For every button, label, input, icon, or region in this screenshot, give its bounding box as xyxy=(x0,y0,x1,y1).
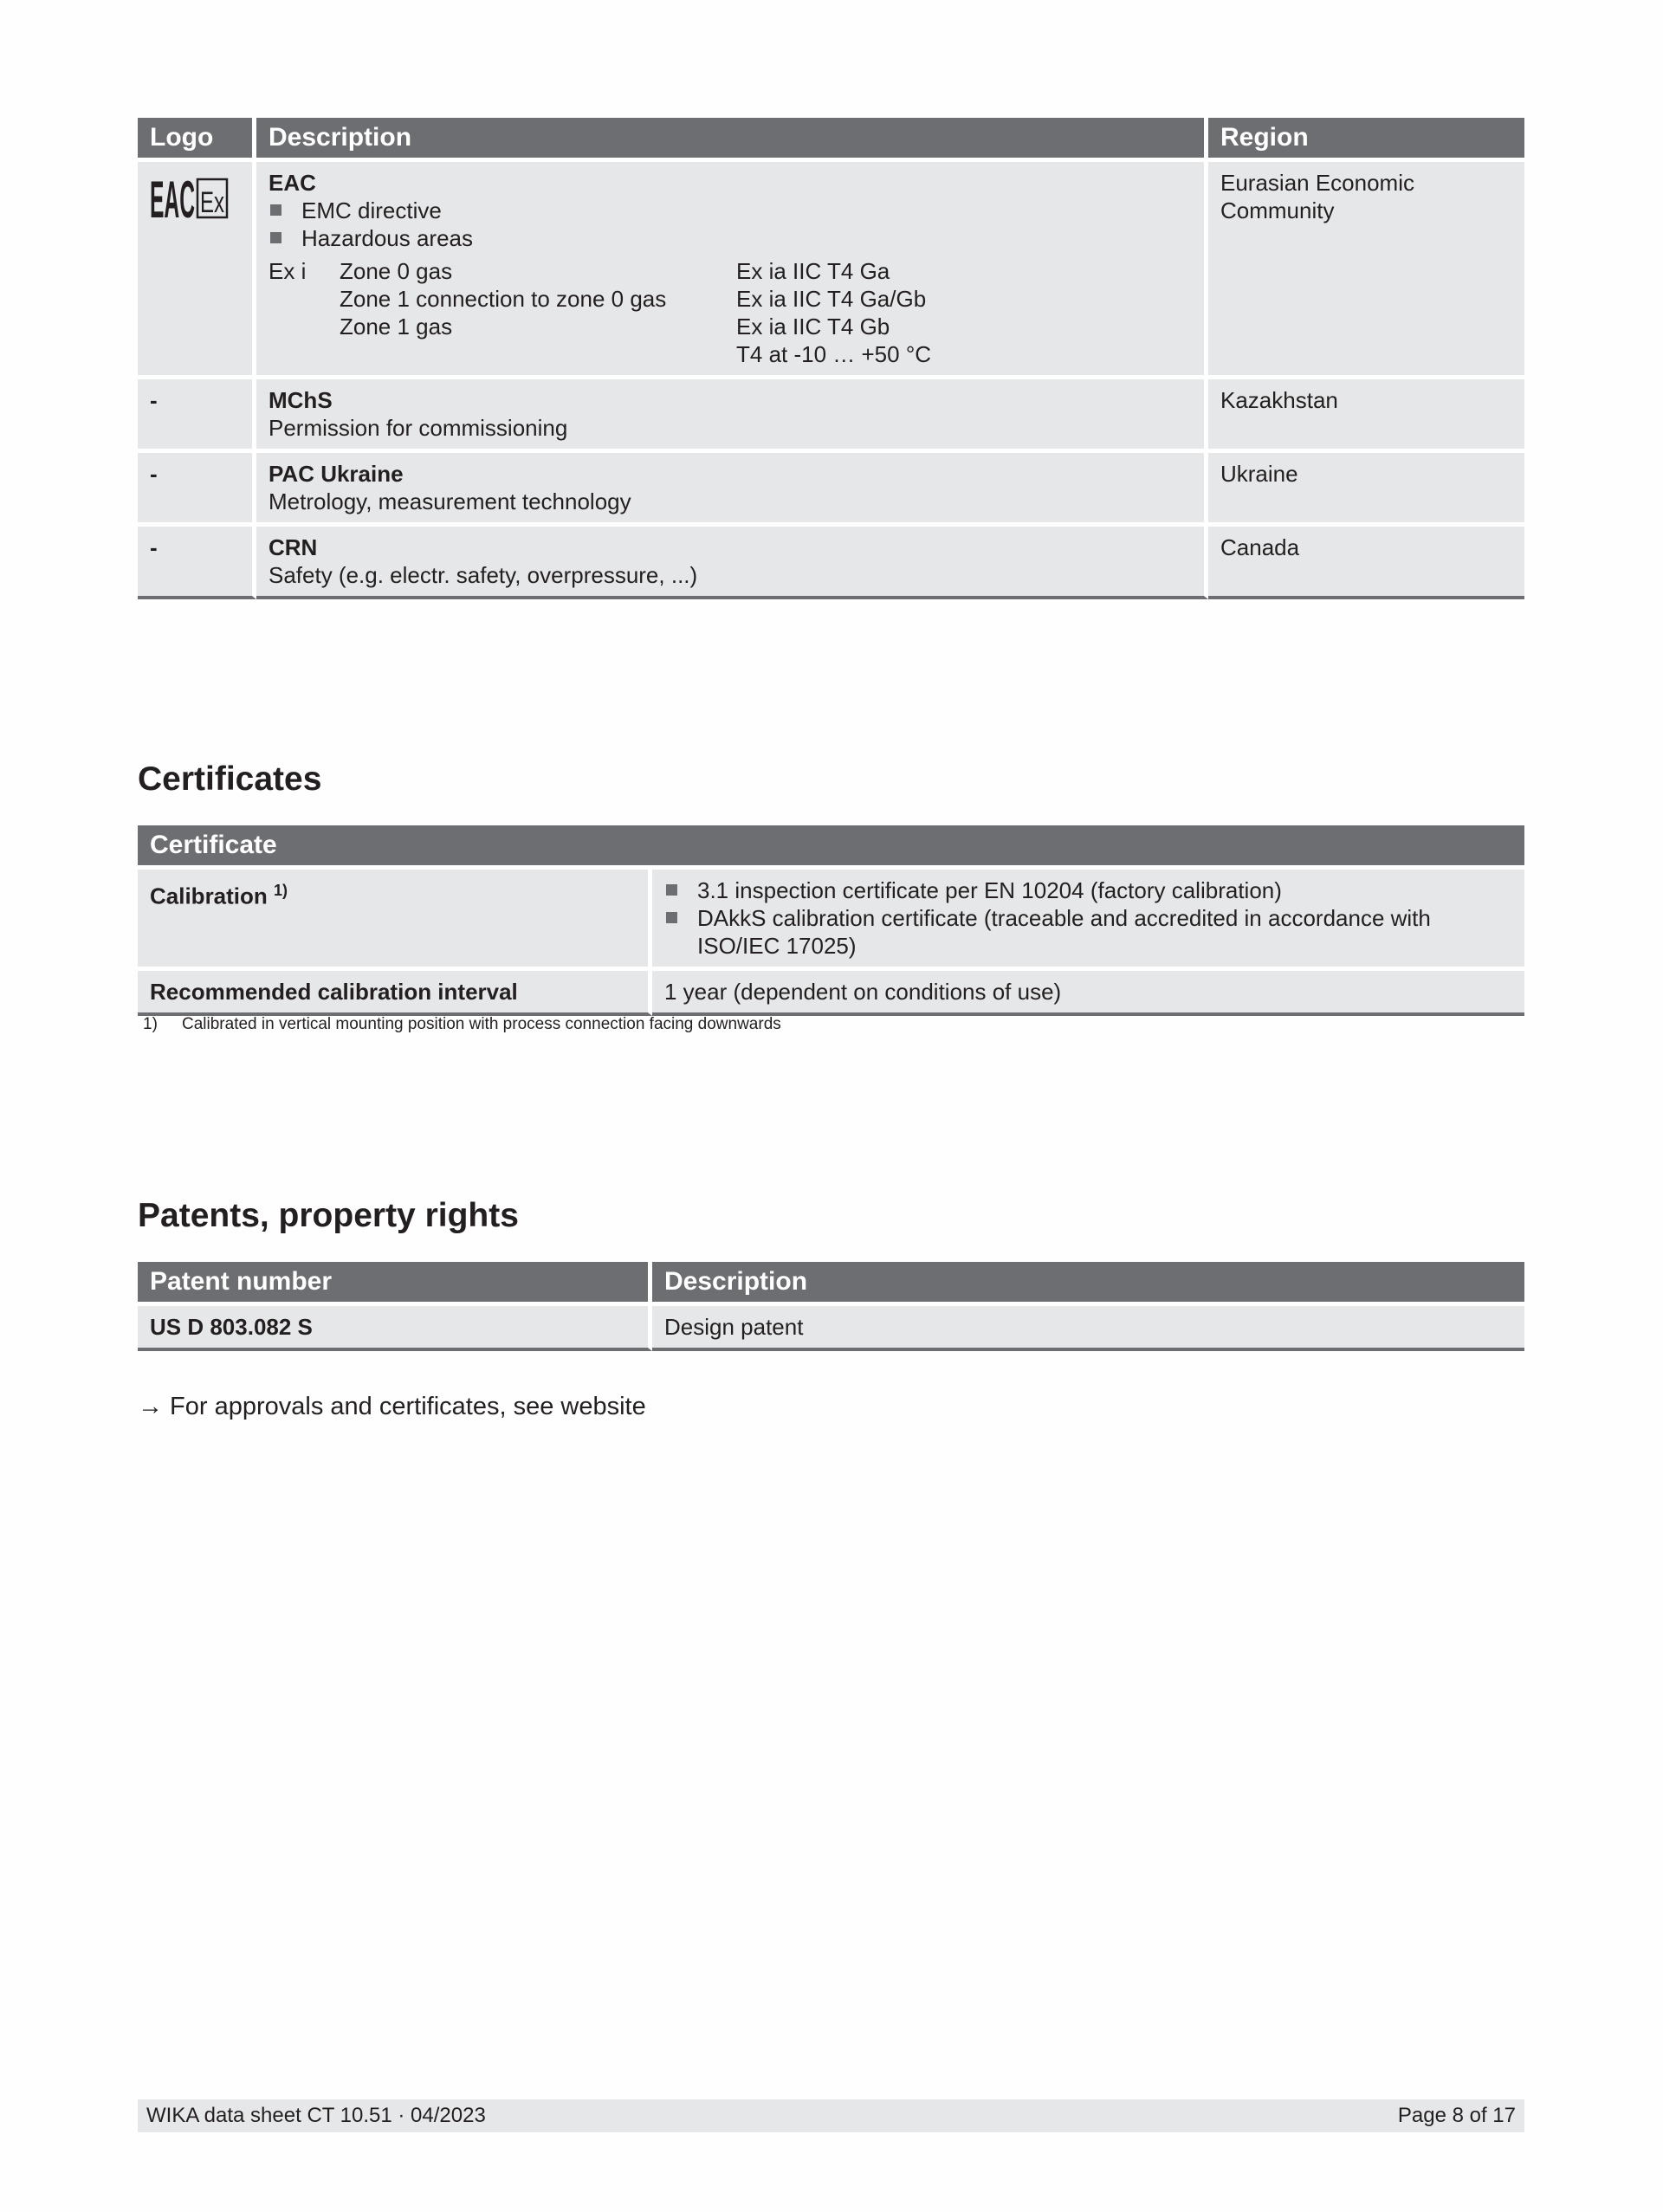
eac-region-cell: Eurasian Economic Community xyxy=(1208,158,1524,375)
region-cell: Kazakhstan xyxy=(1208,375,1524,449)
ex-label: Ex i xyxy=(269,258,307,284)
zone-text: Zone 1 gas xyxy=(340,314,453,340)
logo-cell: - xyxy=(138,375,256,449)
eac-logo-text: EAC xyxy=(150,172,195,224)
zone-text: Zone 1 connection to zone 0 gas xyxy=(340,286,667,312)
list-item xyxy=(269,224,1192,252)
footnote-ref: 1) xyxy=(274,882,288,899)
square-bullet-icon xyxy=(666,884,677,896)
table-row-calibration xyxy=(138,865,1524,967)
table-row-interval xyxy=(138,967,1524,1016)
approvals-header-row xyxy=(138,118,1524,158)
bullet-text: DAkkS calibration certificate (traceable and accredited in accordance with ISO/IEC 17025) xyxy=(697,905,1431,959)
eac-ex-logo-icon xyxy=(150,172,230,224)
marking-text: Ex ia IIC T4 Ga/Gb xyxy=(736,286,927,312)
description-cell xyxy=(256,522,1208,599)
eac-logo-cell xyxy=(138,158,256,375)
square-bullet-icon xyxy=(270,232,281,243)
patent-description-cell: Design patent xyxy=(652,1302,1524,1351)
patent-number-column-header: Patent number xyxy=(138,1262,652,1302)
patents-table xyxy=(138,1262,1524,1351)
footer-doc-info: WIKA data sheet CT 10.51 · 04/2023 xyxy=(146,2104,486,2127)
page-footer xyxy=(138,2099,1524,2132)
interval-label-cell: Recommended calibration interval xyxy=(138,967,652,1016)
calibration-label-cell xyxy=(138,865,652,967)
footer-page-number: Page 8 of 17 xyxy=(1397,2104,1516,2127)
marking-text: T4 at -10 … +50 °C xyxy=(736,341,931,367)
marking-text: Ex ia IIC T4 Ga xyxy=(736,258,890,284)
certificates-table xyxy=(138,825,1524,1016)
eac-description-cell xyxy=(256,158,1208,375)
square-bullet-icon xyxy=(270,204,281,216)
region-column-header: Region xyxy=(1208,118,1524,158)
region-cell: Canada xyxy=(1208,522,1524,599)
description-column-header: Description xyxy=(256,118,1208,158)
row-description: Permission for commissioning xyxy=(269,415,568,441)
list-item xyxy=(269,197,1192,224)
calibration-items-cell xyxy=(652,865,1524,967)
ex-logo-text: Ex xyxy=(200,186,224,219)
list-item xyxy=(664,904,1512,960)
table-row-pac-ukraine xyxy=(138,449,1524,522)
footnote-number: 1) xyxy=(143,1015,158,1033)
table-row xyxy=(138,1302,1524,1351)
certificates-heading: Certificates xyxy=(138,760,322,798)
approvals-table xyxy=(138,118,1524,599)
patent-number-cell: US D 803.082 S xyxy=(138,1302,652,1351)
certificate-column-header: Certificate xyxy=(138,825,1524,865)
list-item xyxy=(664,876,1512,904)
row-title: PAC Ukraine xyxy=(269,461,404,487)
table-row-crn xyxy=(138,522,1524,599)
certificates-header-row xyxy=(138,825,1524,865)
eac-title: EAC xyxy=(269,170,316,196)
patents-header-row xyxy=(138,1262,1524,1302)
patents-heading: Patents, property rights xyxy=(138,1197,519,1234)
patent-description-column-header: Description xyxy=(652,1262,1524,1302)
zone-text: Zone 0 gas xyxy=(340,258,453,284)
bullet-text: Hazardous areas xyxy=(301,225,473,251)
row-title: MChS xyxy=(269,387,333,413)
region-cell: Ukraine xyxy=(1208,449,1524,522)
description-cell xyxy=(256,449,1208,522)
logo-cell: - xyxy=(138,522,256,599)
table-row-eac xyxy=(138,158,1524,375)
logo-cell: - xyxy=(138,449,256,522)
row-title: CRN xyxy=(269,534,318,560)
interval-value-cell: 1 year (dependent on conditions of use) xyxy=(652,967,1524,1016)
bullet-text: EMC directive xyxy=(301,197,442,223)
row-description: Safety (e.g. electr. safety, overpressure, ...) xyxy=(269,562,698,588)
table-row-mchs xyxy=(138,375,1524,449)
marking-text: Ex ia IIC T4 Gb xyxy=(736,314,890,340)
calibration-label: Calibration xyxy=(150,883,268,909)
bullet-text: 3.1 inspection certificate per EN 10204 (factory calibration) xyxy=(697,877,1282,903)
website-note: → For approvals and certificates, see website xyxy=(138,1393,646,1420)
ex-zone-grid xyxy=(269,257,1192,368)
square-bullet-icon xyxy=(666,912,677,923)
description-cell xyxy=(256,375,1208,449)
row-description: Metrology, measurement technology xyxy=(269,488,631,514)
logo-column-header: Logo xyxy=(138,118,256,158)
zone-text xyxy=(340,340,736,368)
calibration-footnote xyxy=(143,1015,781,1034)
footnote-text: Calibrated in vertical mounting position with process connection facing downwards xyxy=(182,1015,781,1033)
